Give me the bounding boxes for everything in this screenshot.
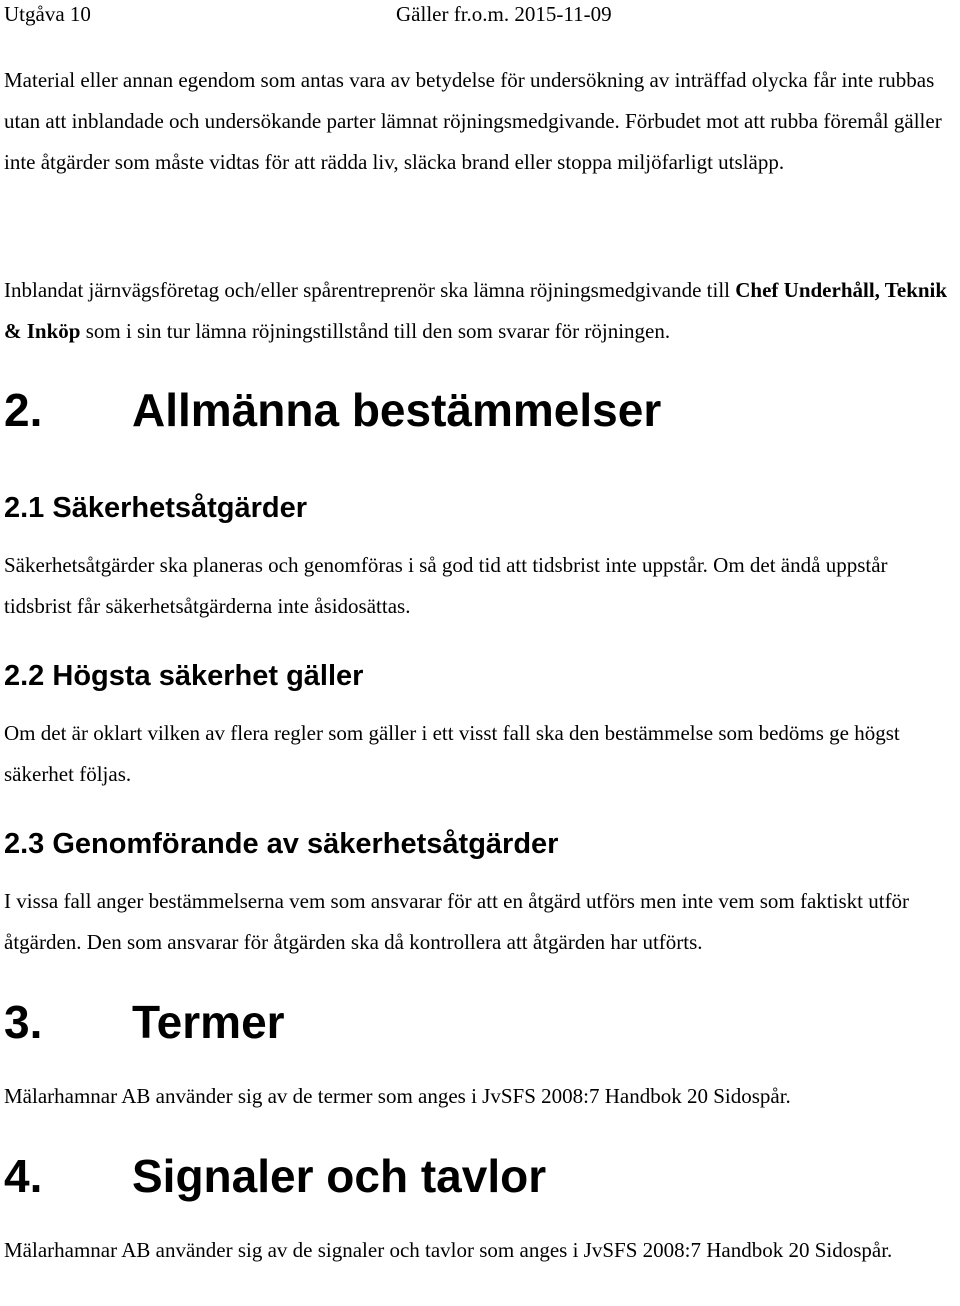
intro-paragraph-2-text-end: som i sin tur lämna röjningstillstånd till den som svarar för röjningen. [80, 319, 671, 343]
subsection-2-1-heading: 2.1 Säkerhetsåtgärder [4, 492, 308, 524]
section-2-title: Allmänna bestämmelser [132, 384, 662, 436]
subsection-2-2-heading: 2.2 Högsta säkerhet gäller [4, 660, 364, 692]
intro-paragraph-2-bold-role: Chef Underhåll, Teknik & Inköp [4, 278, 948, 343]
intro-paragraph-2-text-start: Inblandat järnvägsföretag och/eller spårentreprenör ska lämna röjningsmedgivande till [4, 278, 736, 302]
section-4-heading [4, 1148, 546, 1204]
subsection-2-2-text: Om det är oklart vilken av flera regler som gäller i ett visst fall ska den bestämmelse som bedöms ge högst säkerhet följas. [4, 721, 900, 786]
valid-from-label: Gäller fr.o.m. 2015-11-09 [396, 2, 612, 26]
section-3-number: 3. [4, 996, 43, 1048]
section-3-title: Termer [132, 996, 285, 1048]
subsection-2-1-text: Säkerhetsåtgärder ska planeras och genomföras i så god tid att tidsbrist inte uppstår. Om det ändå uppstår tidsbrist får säkerhetsåtgärderna inte åsidosättas. [4, 553, 888, 618]
subsection-2-3-heading: 2.3 Genomförande av säkerhetsåtgärder [4, 828, 559, 860]
subsection-2-3-text: I vissa fall anger bestämmelserna vem som ansvarar för att en åtgärd utförs men inte vem som faktiskt utför åtgärden. Den som ansvarar för åtgärden ska då kontrollera att åtgärden har utförts. [4, 889, 910, 954]
section-4-number: 4. [4, 1150, 43, 1202]
section-4-text: Mälarhamnar AB använder sig av de signaler och tavlor som anges i JvSFS 2008:7 Handbok 20 Sidospår. [4, 1238, 893, 1262]
section-2-number: 2. [4, 384, 43, 436]
section-4-title: Signaler och tavlor [132, 1150, 547, 1202]
section-3-heading [4, 994, 285, 1050]
section-2-heading [4, 382, 661, 438]
section-3-text: Mälarhamnar AB använder sig av de termer som anges i JvSFS 2008:7 Handbok 20 Sidospår. [4, 1084, 791, 1108]
intro-paragraph-2 [4, 270, 956, 352]
intro-paragraph-1: Material eller annan egendom som antas vara av betydelse för undersökning av inträffad olycka får inte rubbas utan att inblandade och undersökande parter lämnat röjningsmedgivande. Förbudet mot att rubba föremål gäller inte åtgärder som måste vidtas för att rädda liv, släcka brand eller stoppa miljöfarligt utsläpp. [4, 68, 942, 174]
edition-label: Utgåva 10 [4, 2, 91, 26]
